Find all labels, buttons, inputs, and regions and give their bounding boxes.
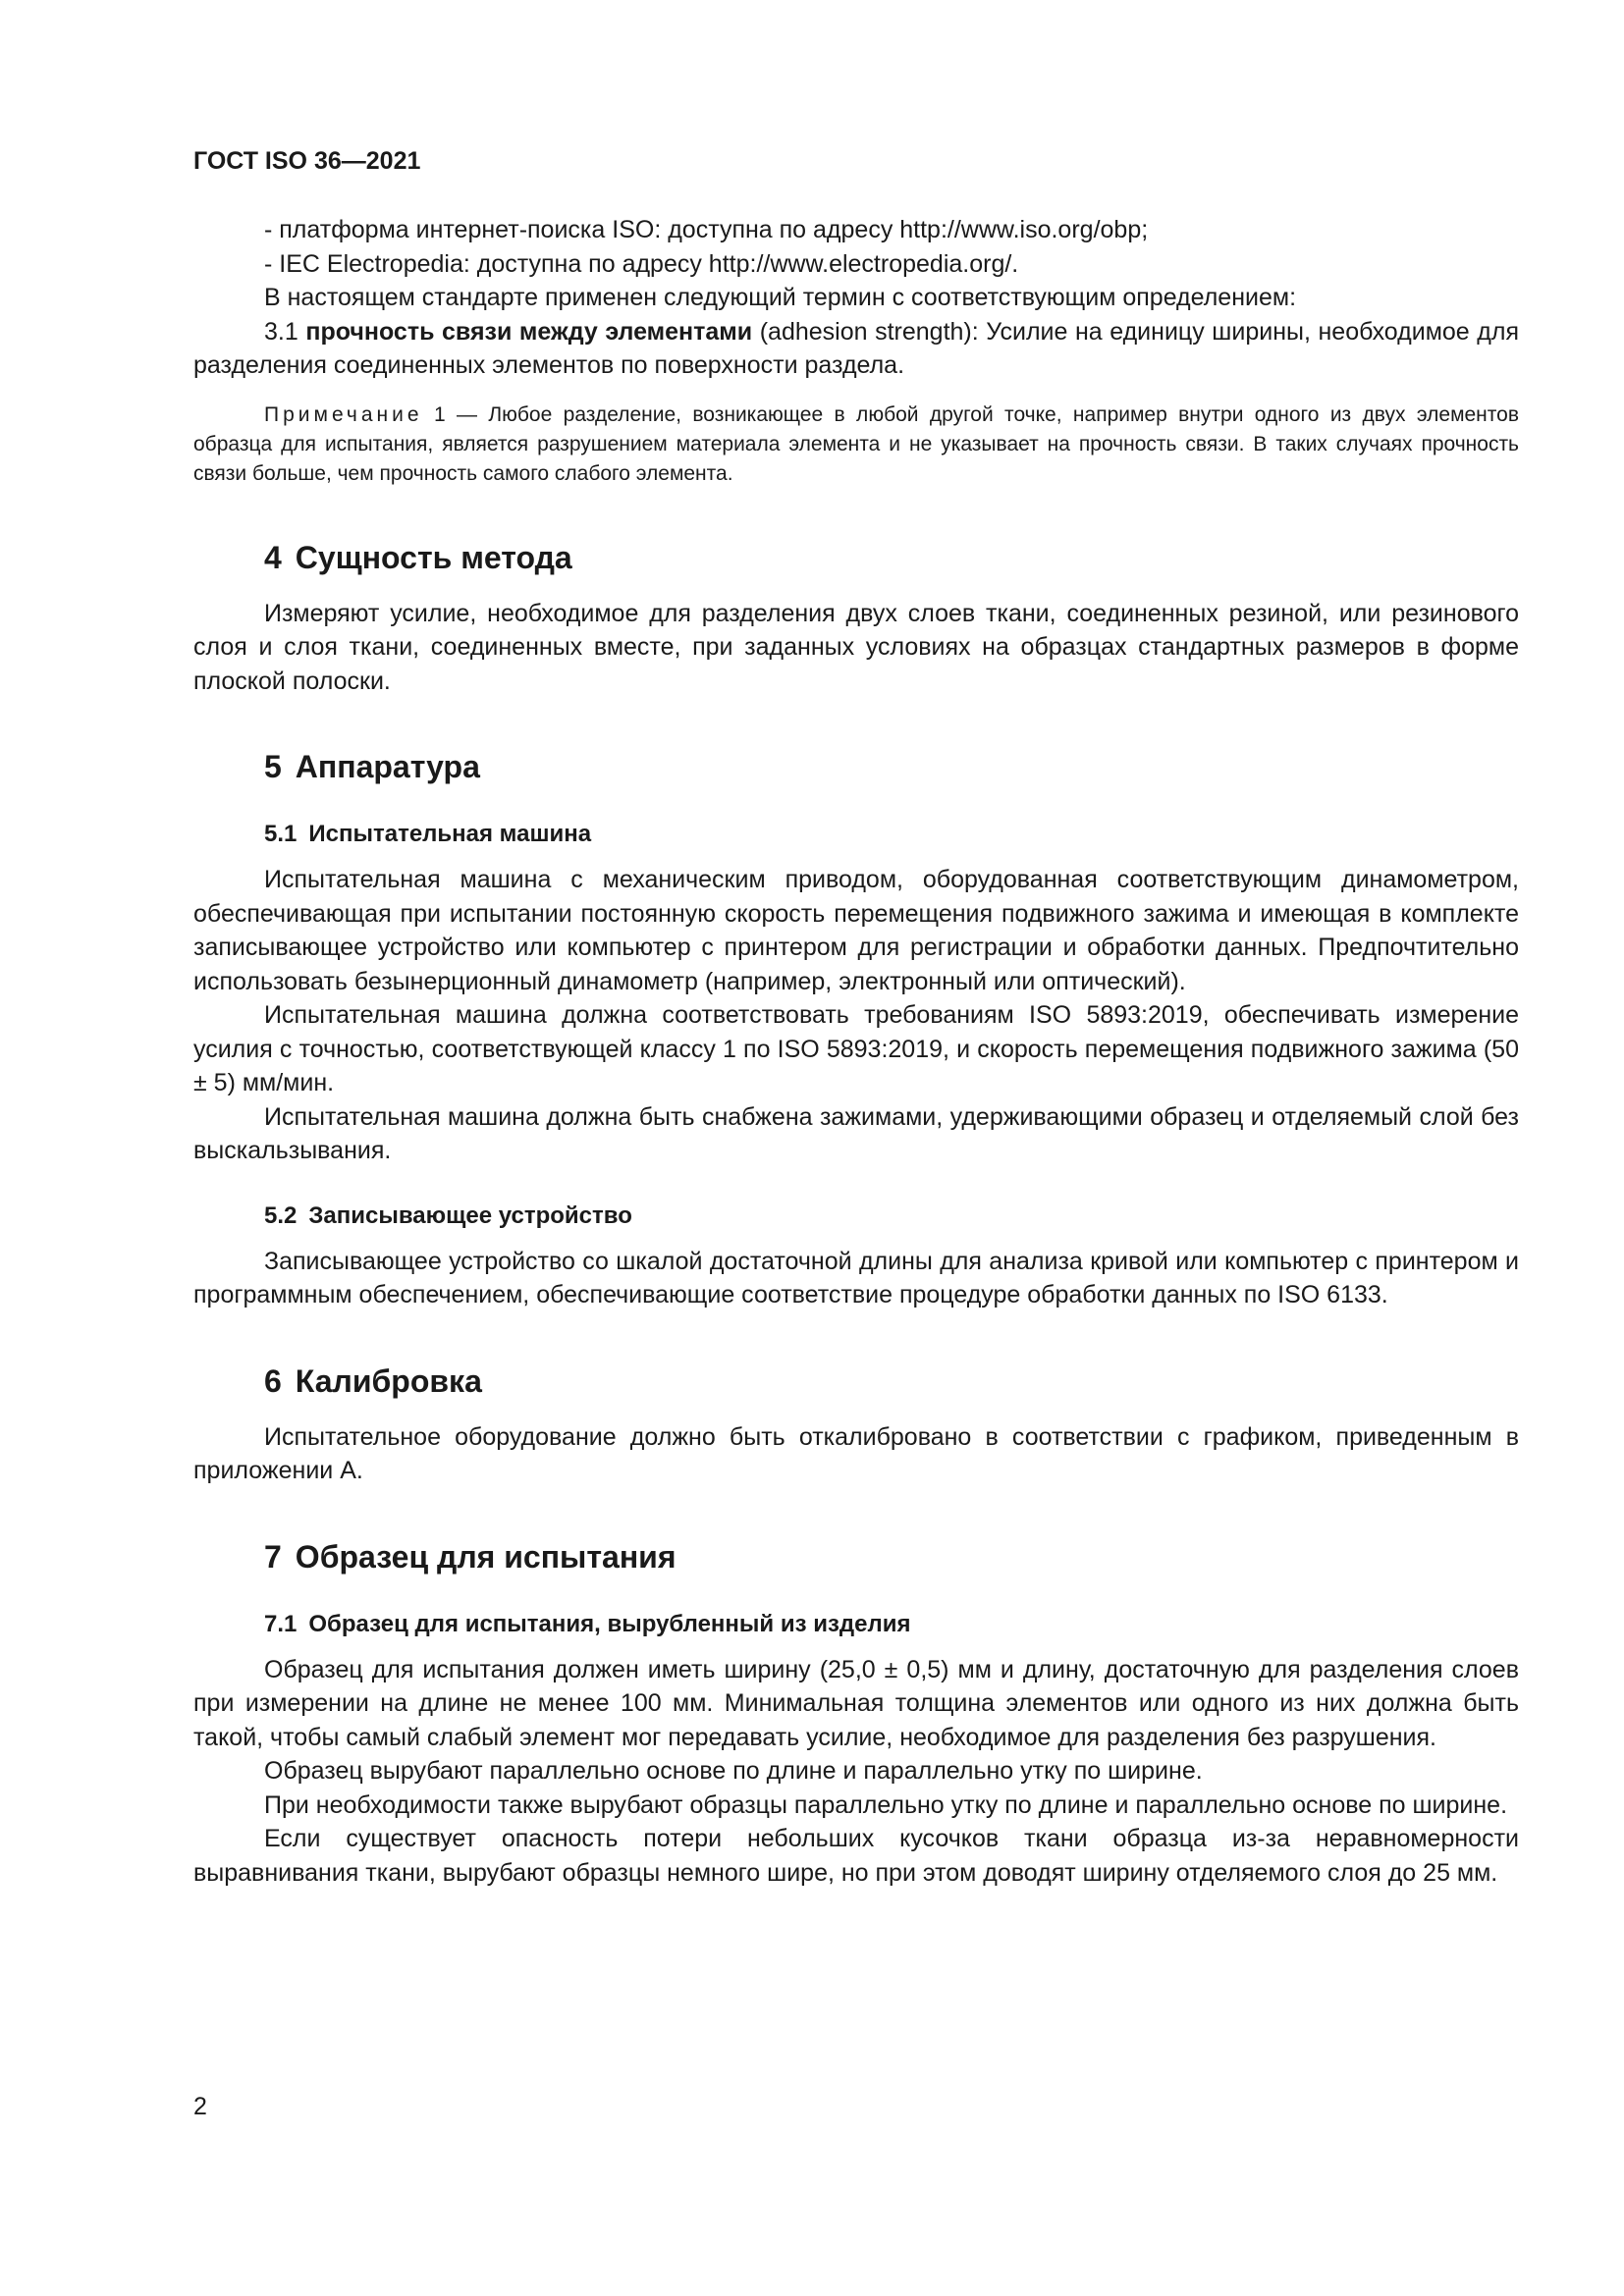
document-page (193, 147, 1519, 1890)
section-7-1-number: 7.1 (264, 1610, 298, 1637)
section-7-1-paragraph-4: Если существует опасность потери небольших кусочков ткани образца из-за неравномерности выравнивания ткани, вырубают образцы немного шире, но при этом доводят ширину отделяемого слоя до 25 мм. (193, 1825, 1519, 1887)
section-5-heading (264, 747, 1519, 786)
section-5-1-title: Испытательная машина (308, 821, 592, 847)
section-5-1-paragraph-2: Испытательная машина должна соответствовать требованиям ISO 5893:2019, обеспечивать измерение усилия с точностью, соответствующей классу 1 по ISO 5893:2019, и скорость перемещения подвижного зажима (50 ± 5) мм/мин. (193, 1001, 1519, 1096)
section-5-1-heading (264, 820, 1519, 849)
section-5-1-paragraph-3: Испытательная машина должна быть снабжена зажимами, удерживающими образец и отделяемый слой без выскальзывания. (193, 1102, 1519, 1164)
note (193, 400, 1519, 489)
term-number: 3.1 (264, 317, 298, 346)
section-6-heading (264, 1362, 1519, 1401)
document-header: ГОСТ ISO 36—2021 (193, 147, 421, 175)
section-7-title: Образец для испытания (295, 1538, 677, 1575)
intro-line-2: - IEC Electropedia: доступна по адресу http://www.electropedia.org/. (264, 249, 1019, 278)
section-4-heading (264, 538, 1519, 577)
page-number: 2 (193, 2093, 207, 2120)
section-7-number: 7 (264, 1538, 282, 1575)
section-6-paragraph: Испытательное оборудование должно быть откалибровано в соответствии с графиком, приведенным в приложении А. (193, 1422, 1519, 1484)
section-7-1-paragraph-3: При необходимости также вырубают образцы параллельно утку по длине и параллельно основе по ширине. (264, 1790, 1508, 1819)
intro-line-3: В настоящем стандарте применен следующий термин с соответствующим определением: (264, 284, 1297, 311)
section-7-1-heading (264, 1610, 1519, 1639)
intro-line-1: - платформа интернет-поиска ISO: доступна по адресу http://www.iso.org/obp; (264, 216, 1149, 243)
section-4-title: Сущность метода (295, 539, 572, 575)
term-title: прочность связи между элементами (305, 317, 753, 346)
section-5-number: 5 (264, 749, 282, 784)
section-7-1-title: Образец для испытания, вырубленный из изделия (308, 1610, 911, 1637)
section-6-number: 6 (264, 1362, 282, 1399)
section-7-1-paragraph-2: Образец вырубают параллельно основе по длине и параллельно утку по ширине. (264, 1757, 1203, 1785)
section-7-1-paragraph-1: Образец для испытания должен иметь ширину (25,0 ± 0,5) мм и длину, достаточную для разделения слоев при измерении на длине не менее 100 мм. Минимальная толщина элементов или одного из них должна быть такой, чтобы самый слабый элемент мог передавать усилие, необходимое для разделения без разрушения. (193, 1655, 1519, 1751)
section-5-2-number: 5.2 (264, 1201, 298, 1229)
section-4-number: 4 (264, 539, 282, 575)
note-label: Примечание (264, 402, 423, 426)
section-5-1-number: 5.1 (264, 821, 298, 847)
section-7-heading (264, 1537, 1519, 1576)
section-6-title: Калибровка (295, 1362, 482, 1399)
section-5-1-paragraph-1: Испытательная машина с механическим приводом, оборудованная соответствующим динамометром, обеспечивающая при испытании постоянную скорость перемещения подвижного зажима и имеющая в комплекте записывающее устройство или компьютер с принтером для регистрации и обработки данных. Предпочтительно использовать безынерционный динамометр (например, электронный или оптический). (193, 866, 1519, 995)
section-5-2-title: Записывающее устройство (308, 1201, 632, 1229)
term-definition (193, 315, 1519, 383)
section-4-paragraph: Измеряют усилие, необходимое для разделения двух слоев ткани, соединенных резиной, или резинового слоя и слоя ткани, соединенных вместе, при заданных условиях на образцах стандартных размеров в форме плоской полоски. (193, 599, 1519, 695)
section-5-2-paragraph-1: Записывающее устройство со шкалой достаточной длины для анализа кривой или компьютер с принтером и программным обеспечением, обеспечивающие соответствие процедуре обработки данных по ISO 6133. (193, 1247, 1519, 1308)
term-text: (adhesion strength): Усилие на единицу ширины, необходимое для разделения соединенных элементов по поверхности раздела. (193, 317, 1519, 379)
section-5-title: Аппаратура (295, 749, 480, 784)
section-5-2-heading (264, 1201, 1519, 1231)
note-text: 1 — Любое разделение, возникающее в любой другой точке, например внутри одного из двух элементов образца для испытания, является разрушением материала элемента и не указывает на прочность связи. В таких случаях прочность связи больше, чем прочность самого слабого элемента. (193, 402, 1519, 485)
